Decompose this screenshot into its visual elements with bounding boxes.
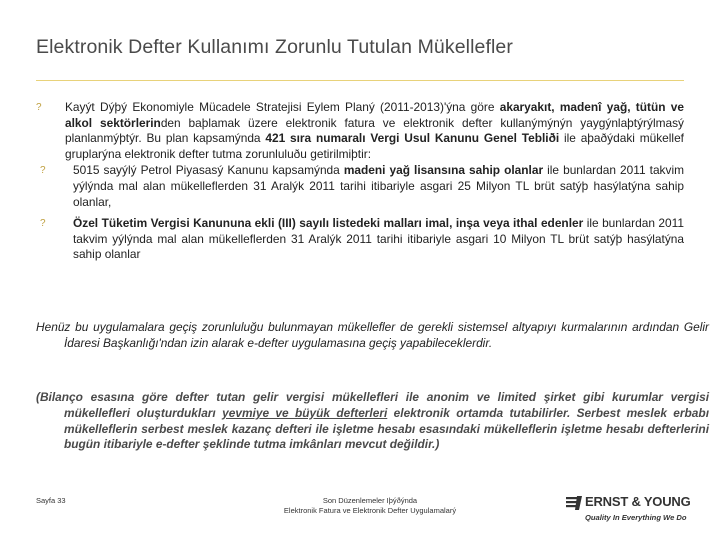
bullet-marker: ? [40,218,46,230]
sub-bullet-1 [36,163,684,210]
footer-caption-line-1: Son Düzenlemeler Iþýðýnda [322,496,418,505]
parenthetical-note [36,390,709,453]
sub-bullet-1-text-1: 5015 sayýlý Petrol Piyasasý Kanunu kapsamýnda [73,163,344,178]
page-number: Sayfa 33 [36,496,66,505]
sub-bullet-2-bold: Özel Tüketim Vergisi Kanununa ekli (III) sayılı listedeki malları imal, inşa veya ithal edenler [73,216,584,231]
footer-caption-line-2: Elektronik Fatura ve Elektronik Defter Uygulamalarý [283,506,457,515]
sub-bullet-1-text-2: ile bunlardan 2011 takvim yýlýnda mal alan mükelleflerden 31 Aralýk 2011 tarihi itibariyle asgari 25 Milyon TL brüt satýþ hasýlatýna sahip olanlar, [73,163,684,209]
title-divider [36,80,684,81]
logo-tagline: Quality In Everything We Do [585,513,687,522]
main-bullet-bold-2: 421 sıra numaralı Vergi Usul Kanunu Genel Tebliði [265,131,560,146]
note2-text-2: elektronik ortamda tutabilirler. Serbest meslek erbabı mükelleflerin serbest meslek kazanç defteri ile işletme hesabı esasındaki mükelleflerin işletme hesabı defterlerini bugün itibariyle e-defter şeklinde tutma imkânları mevcut değildir.) [64,405,709,452]
footer-caption [240,496,500,516]
slide-title: Elektronik Defter Kullanımı Zorunlu Tutulan Mükellefler [36,36,513,58]
logo-wordmark: ERNST & YOUNG [585,494,691,509]
main-bullet-text-1: Kayýt Dýþý Ekonomiyle Mücadele Stratejisi Eylem Planý (2011-2013)'ýna göre [65,100,500,114]
company-logo [566,494,696,528]
note-paragraph: Henüz bu uygulamalara geçiş zorunluluğu bulunmayan mükellefler de gerekli sistemsel altyapıyı kurmalarının ardından Gelir İdaresi Başkanlığı'ndan izin alarak e-defter uygulamasına geçiş yapabileceklerdir. [36,320,709,350]
bullet-marker: ? [40,165,46,177]
bullet-list [36,100,684,263]
main-bullet-bold-1: akaryakıt, madenî yağ, tütün ve alkol sektörlerin [65,100,684,130]
note2-text-1: (Bilanço esasına göre defter tutan gelir vergisi mükellefleri ile anonim ve limited şirket gibi kurumlar vergisi mükellefleri oluşturdukları [36,390,709,420]
bullet-marker: ? [36,102,42,113]
sub-bullet-list [36,163,684,263]
sub-bullet-1-bold: madeni yağ lisansına sahip olanlar [343,163,544,178]
sub-bullet-2 [36,216,684,263]
sub-bullet-2-text: ile bunlardan 2011 takvim yýlýnda mal alan mükelleflerden 31 Aralýk 2011 tarihi itibariyle asgari 10 Milyon TL brüt satýþ hasýlatýna sahip olanlar [73,216,684,262]
main-bullet-text-2: den baþlamak üzere elektronik fatura ve elektronik defter kullanýmýnýn yaygýnlaþtýrýlmasý planlanmýþtýr. Bu plan kapsamýnda [65,115,685,146]
main-bullet [36,100,684,162]
logo-mark-icon [566,496,582,510]
main-bullet-text-3: ile aþaðýdaki mükellef gruplarýna elektronik defter tutma zorunluluðu getirilmiþtir: [65,131,684,161]
note2-underlined: yevmiye ve büyük defterleri [222,405,388,420]
